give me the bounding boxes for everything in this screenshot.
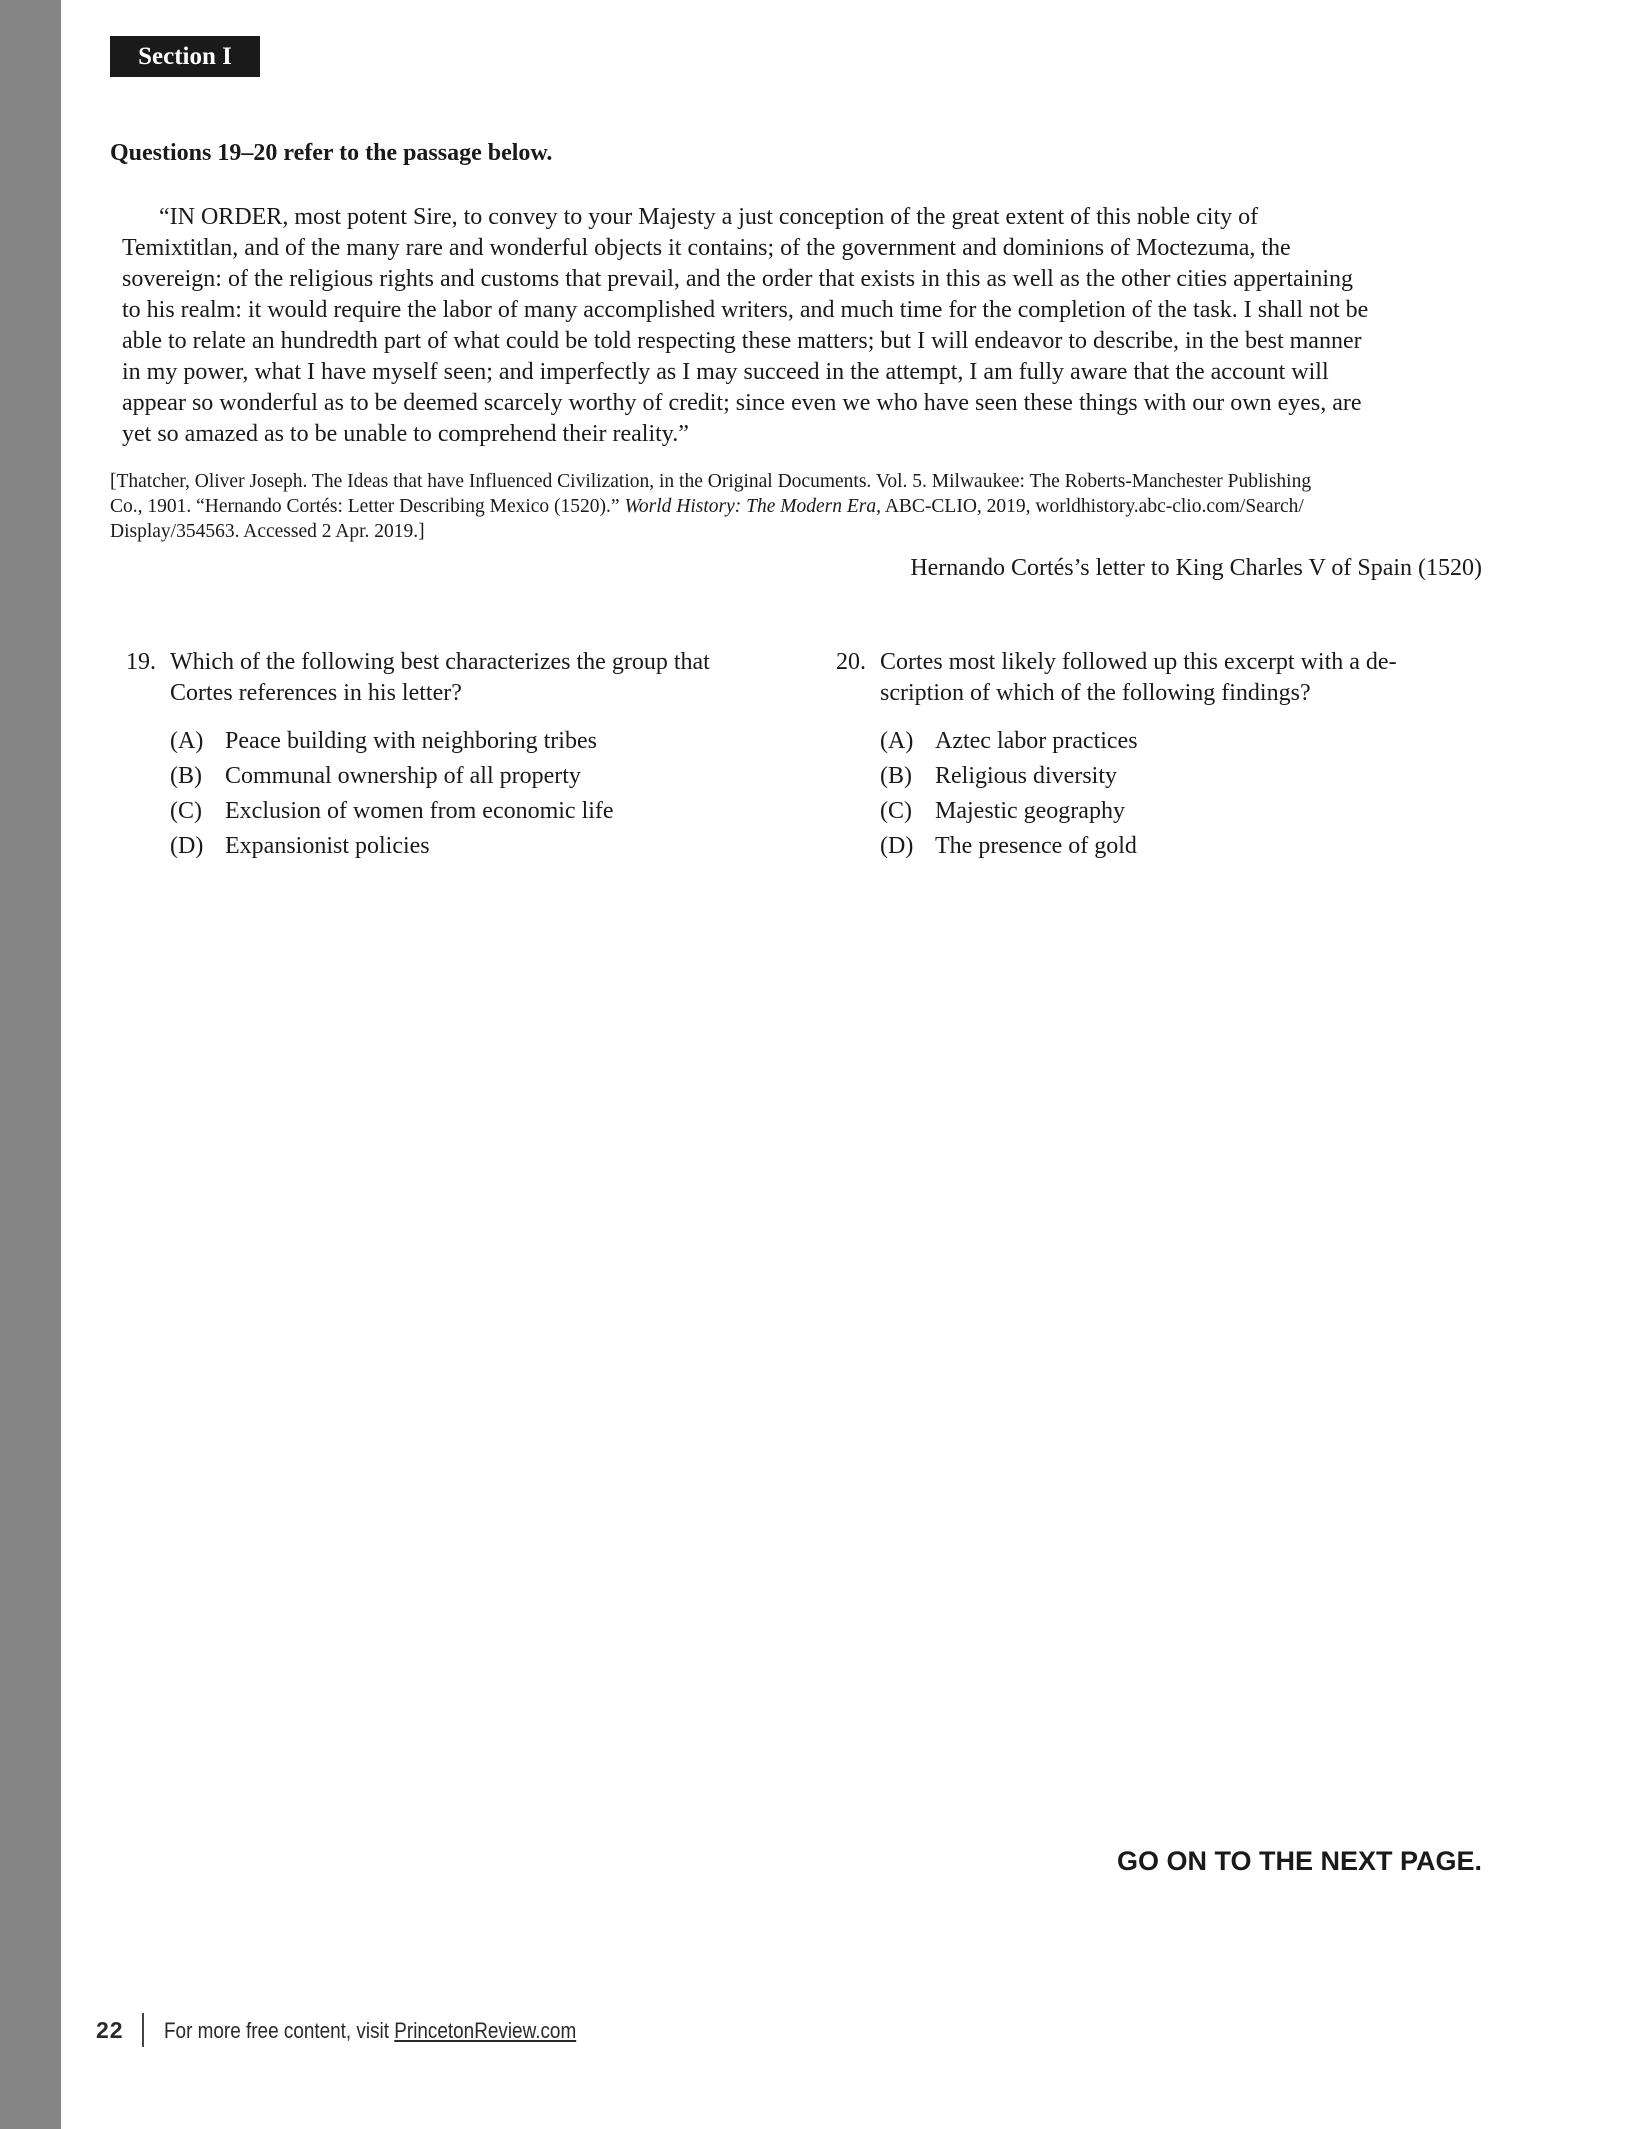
passage-line: sovereign: of the religious rights and customs that prevail, and the order that exists in this as well as the other cities appertaining: [122, 266, 1354, 292]
citation-line: Display/354563. Accessed 2 Apr. 2019.]: [110, 521, 425, 542]
answer-choice[interactable]: [170, 794, 766, 829]
footer-divider: [142, 2013, 144, 2047]
answer-choices: [836, 724, 1476, 864]
choice-letter: (C): [170, 798, 202, 824]
citation-line: [110, 494, 1480, 519]
choice-text: Peace building with neighboring tribes: [225, 728, 597, 754]
question-number: 20.: [836, 649, 866, 675]
page-number: 22: [96, 2017, 124, 2043]
passage-line: in my power, what I have myself seen; and imperfectly as I may succeed in the attempt, I am fully aware that the account will: [122, 359, 1329, 385]
choice-text: The presence of gold: [935, 833, 1137, 859]
choice-letter: (D): [170, 833, 204, 859]
answer-choice[interactable]: [880, 724, 1476, 759]
answer-choice[interactable]: [170, 759, 766, 794]
choice-letter: (A): [880, 728, 914, 754]
question-stem-line: scription of which of the following findings?: [880, 680, 1311, 706]
citation-text: Co., 1901. “Hernando Cortés: Letter Describing Mexico (1520).”: [110, 496, 625, 517]
answer-choices: [126, 724, 766, 864]
source-attribution: Hernando Cortés’s letter to King Charles V of Spain (1520): [910, 555, 1482, 581]
section-label: Section I: [138, 43, 232, 70]
choice-letter: (D): [880, 833, 914, 859]
question-20: [836, 647, 1476, 864]
choice-text: Religious diversity: [935, 763, 1117, 789]
passage-line: to his realm: it would require the labor of many accomplished writers, and much time for the completion of the task. I shall not be: [122, 297, 1369, 323]
citation-title: World History: The Modern Era,: [624, 496, 882, 517]
choice-letter: (A): [170, 728, 204, 754]
choice-text: Majestic geography: [935, 798, 1125, 824]
footer-promo-text: For more free content, visit: [164, 2018, 395, 2043]
passage-line: yet so amazed as to be unable to comprehend their reality.”: [122, 421, 689, 447]
passage-line: Temixtitlan, and of the many rare and wonderful objects it contains; of the government and dominions of Moctezuma, the: [122, 235, 1291, 261]
passage-line: “IN ORDER, most potent Sire, to convey to your Majesty a just conception of the great extent of this noble city of: [159, 204, 1259, 230]
side-bar: [0, 0, 61, 2129]
question-header: Questions 19–20 refer to the passage below.: [110, 140, 553, 166]
passage-line: appear so wonderful as to be deemed scarcely worthy of credit; since even we who have seen these things with our own eyes, are: [122, 390, 1362, 416]
answer-choice[interactable]: [170, 829, 766, 864]
choice-text: Aztec labor practices: [935, 728, 1138, 754]
choice-letter: (C): [880, 798, 912, 824]
go-on-notice: GO ON TO THE NEXT PAGE.: [1116, 1846, 1482, 1876]
question-stem-line: Cortes most likely followed up this excerpt with a de-: [880, 649, 1397, 675]
citation-text: ABC-CLIO, 2019, worldhistory.abc-clio.com/Search/: [881, 496, 1304, 517]
question-stem: [836, 647, 1476, 709]
answer-choice[interactable]: [880, 794, 1476, 829]
choice-text: Expansionist policies: [225, 833, 430, 859]
choice-text: Exclusion of women from economic life: [225, 798, 614, 824]
choice-letter: (B): [880, 763, 912, 789]
question-stem-line: Cortes references in his letter?: [170, 680, 462, 706]
question-number: 19.: [126, 649, 156, 675]
footer-text: [164, 2018, 576, 2044]
passage-line: able to relate an hundredth part of what could be told respecting these matters; but I will endeavor to describe, in the best manner: [122, 328, 1362, 354]
choice-letter: (B): [170, 763, 202, 789]
question-stem-line: Which of the following best characterizes the group that: [170, 649, 710, 675]
passage: [122, 202, 1482, 450]
answer-choice[interactable]: [880, 829, 1476, 864]
choice-text: Communal ownership of all property: [225, 763, 581, 789]
citation: [110, 469, 1480, 544]
princeton-review-link[interactable]: PrincetonReview.com: [394, 2018, 577, 2043]
citation-line: [Thatcher, Oliver Joseph. The Ideas that have Influenced Civilization, in the Original Documents. Vol. 5. Milwaukee: The Roberts-Manchester Publishing: [110, 471, 1312, 492]
section-tab: [110, 36, 260, 77]
question-stem: [126, 647, 766, 709]
question-19: [126, 647, 766, 864]
answer-choice[interactable]: [880, 759, 1476, 794]
answer-choice[interactable]: [170, 724, 766, 759]
